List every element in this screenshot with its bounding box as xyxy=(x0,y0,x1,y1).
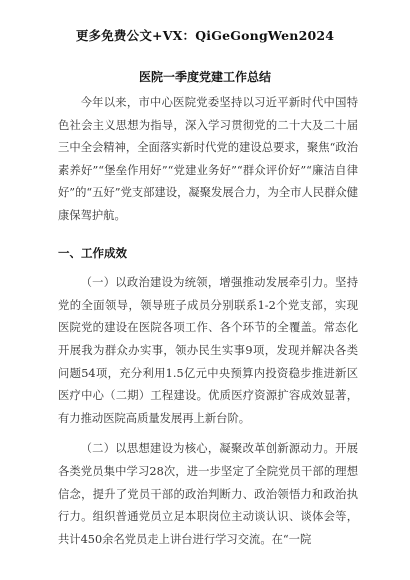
intro-paragraph: 今年以来，市中心医院党委坚持以习近平新时代中国特色社会主义思想为指导，深入学习贯彻党的二十大及二十届三中全会精神，全面落实新时代党的建设总要求，聚焦“政治素养好”“堡垒作用好”“党建业务好”“群众评价好”“廉洁自律好”的“五好”党支部建设，凝聚发展合力，为全市人民群众健康保驾护航。 xyxy=(58,96,358,222)
spacer xyxy=(58,228,358,236)
spacer xyxy=(58,430,358,438)
section-heading: 一、工作成效 xyxy=(58,245,127,260)
banner-text: 更多免费公文+VX：QiGeGongWen2024 xyxy=(75,28,335,43)
paragraph-1: （一）以政治建设为统领，增强推动发展牵引力。坚持党的全面领导，领导班子成员分别联系1-2个党支部，实现医院党的建设在医院各项工作、各个环节的全覆盖。常态化开展我为群众办实事，领办民生实事9项，发现并解决各类问题54项，充分利用1.5亿元中央预算内投资稳步推进新区医疗中心（二期）工程建设。优质医疗资源扩容成效显著，有力推动医院高质量发展再上新台阶。 xyxy=(58,276,358,425)
document-title: 医院一季度党建工作总结 xyxy=(138,70,271,84)
document-body xyxy=(58,92,358,551)
paragraph-2: （二）以思想建设为核心，凝聚改革创新源动力。开展各类党员集中学习28次，进一步坚定了全院党员干部的理想信念，提升了党员干部的政治判断力、政治领悟力和政治执行力。组织普通党员立足本职岗位主动谈认识、谈体会等，共计450余名党员走上讲台进行学习交流。在“一院 xyxy=(58,442,358,546)
